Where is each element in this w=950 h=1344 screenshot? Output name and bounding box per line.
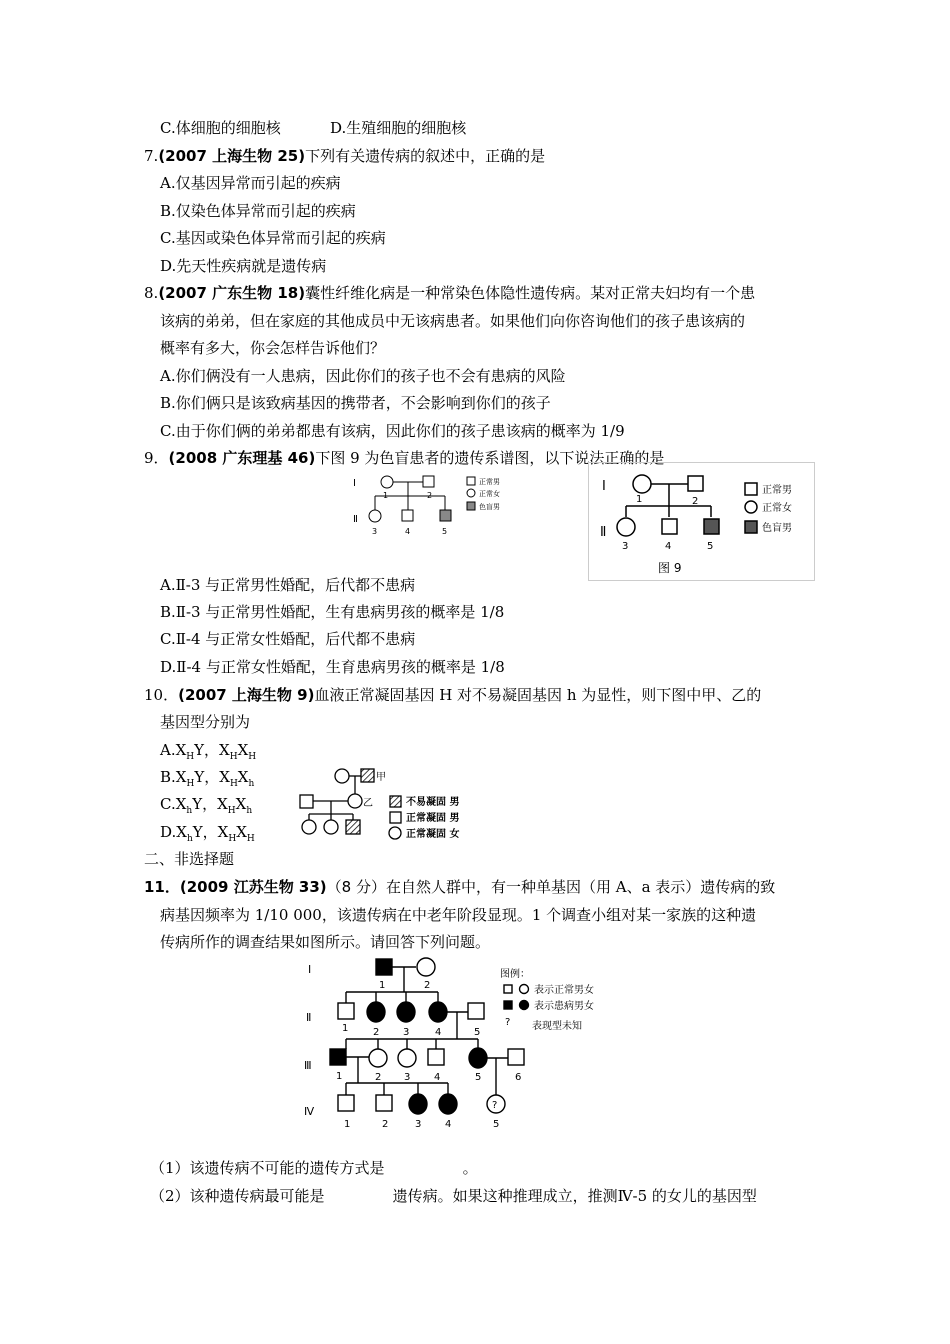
svg-text:5: 5 — [475, 1072, 482, 1083]
q8-stem-3: 概率有多大，你会怎样告诉他们？ — [160, 339, 386, 357]
q11-source: (2009 江苏生物 33) — [179, 878, 327, 896]
q6-option-d: D.生殖细胞的细胞核 — [330, 119, 467, 137]
svg-text:1: 1 — [336, 1071, 343, 1082]
q11-gen4: Ⅳ — [304, 1105, 315, 1118]
q11-gen3: Ⅲ — [304, 1059, 312, 1072]
q7-number: 7. — [144, 147, 159, 165]
q10-leg-2: 正常凝固 男 — [406, 813, 460, 824]
svg-text:6: 6 — [515, 1072, 522, 1083]
q10-number: 10． — [144, 686, 179, 704]
q11-sub2: （2）该种遗传病最可能是 遗传病。如果这种推理成立，推测Ⅳ-5 的女儿的基因型 — [150, 1187, 757, 1205]
q11-number: 11． — [144, 878, 180, 896]
question-7 — [144, 146, 545, 166]
section-non-choice-heading: 二、非选择题 — [144, 850, 235, 868]
q9-option-b: B.Ⅱ-3 与正常男性婚配，生有患病男孩的概率是 1/8 — [160, 603, 505, 621]
svg-text:2: 2 — [382, 1119, 389, 1130]
q10-stem-2: 基因型分别为 — [160, 713, 251, 731]
q9s-n5: 5 — [442, 527, 448, 536]
question-9 — [144, 448, 664, 468]
q7-option-b: B.仅染色体异常而引起的疾病 — [160, 202, 356, 220]
q11-stem-2: 病基因频率为 1/10 000，该遗传病在中老年阶段显现。1 个调查小组对某一家族的这种遗 — [160, 906, 757, 924]
q9s-n2: 2 — [427, 491, 433, 500]
q9s-leg-m: 正常男 — [479, 478, 500, 486]
q10-stem-1: 血液正常凝固基因 H 对不易凝固基因 h 为显性，则下图中甲、乙的 — [314, 686, 762, 704]
q11-leg-2: 表示患病男女 — [534, 1001, 594, 1012]
q11-stem-1: 在自然人群中，有一种单基因（用 A、a 表示）遗传病的致 — [385, 878, 776, 896]
svg-text:5: 5 — [474, 1027, 481, 1038]
q9-caption: 图 9 — [658, 561, 682, 575]
q9-n5: 5 — [707, 541, 714, 552]
svg-text:5: 5 — [493, 1119, 500, 1130]
q9s-n4: 4 — [405, 527, 411, 536]
q9-number: 9． — [144, 449, 169, 467]
q6-option-c: C.体细胞的细胞核 — [160, 119, 281, 137]
q9-pedigree-figure — [588, 462, 816, 582]
q11-legend-title: 图例： — [500, 969, 530, 980]
q9-option-a: A.Ⅱ-3 与正常男性婚配，后代都不患病 — [160, 576, 416, 594]
q10-option-b: $B.X_HY$，$X_HX_h$ — [160, 768, 255, 789]
q8-stem-1: 囊性纤维化病是一种常染色体隐性遗传病。某对正常夫妇均有一个患 — [305, 284, 756, 302]
svg-text:?: ? — [505, 1017, 511, 1028]
q11-score: （8 分） — [326, 878, 386, 896]
q11-pedigree — [300, 955, 645, 1140]
q9-gen1: Ⅰ — [602, 479, 606, 494]
q9-source: (2008 广东理基 46) — [168, 449, 316, 467]
q9-leg-f: 正常女 — [762, 503, 792, 514]
svg-text:3: 3 — [403, 1027, 410, 1038]
q8-stem-2: 该病的弟弟，但在家庭的其他成员中无该病患者。如果他们向你咨询他们的孩子患该病的 — [160, 312, 746, 330]
q9-n3: 3 — [622, 541, 629, 552]
q9s-gen2: Ⅱ — [353, 514, 358, 525]
svg-text:4: 4 — [445, 1119, 452, 1130]
q9-n4: 4 — [665, 541, 672, 552]
q8-number: 8. — [144, 284, 159, 302]
svg-text:4: 4 — [434, 1072, 441, 1083]
q7-stem: 下列有关遗传病的叙述中，正确的是 — [305, 147, 546, 165]
q11-leg-3: 表现型未知 — [532, 1021, 582, 1032]
q9s-leg-cb: 色盲男 — [479, 503, 500, 511]
q11-gen2: Ⅱ — [306, 1011, 312, 1024]
q9s-leg-f: 正常女 — [479, 490, 500, 498]
q9s-n3: 3 — [372, 527, 378, 536]
question-8 — [144, 283, 755, 303]
svg-text:4: 4 — [435, 1027, 442, 1038]
q10-label-jia: 甲 — [376, 772, 386, 783]
q9-n2: 2 — [692, 496, 699, 507]
svg-text:1: 1 — [344, 1119, 351, 1130]
q9-stem: 下图 9 为色盲患者的遗传系谱图，以下说法正确的是 — [315, 449, 665, 467]
svg-text:1: 1 — [379, 980, 386, 991]
svg-text:1: 1 — [342, 1023, 349, 1034]
q9-leg-cb: 色盲男 — [762, 523, 792, 534]
q10-option-c: $C.X_hY$，$X_HX_h$ — [160, 795, 253, 816]
q9s-n1: 1 — [383, 491, 389, 500]
q7-source: (2007 上海生物 25) — [158, 147, 306, 165]
q11-stem-3: 传病所作的调查结果如图所示。请回答下列问题。 — [160, 933, 491, 951]
question-10 — [144, 685, 761, 705]
q8-source: (2007 广东生物 18) — [158, 284, 306, 302]
svg-text:2: 2 — [424, 980, 431, 991]
svg-text:3: 3 — [404, 1072, 411, 1083]
q9s-gen1: Ⅰ — [353, 478, 356, 489]
svg-text:2: 2 — [375, 1072, 382, 1083]
svg-text:3: 3 — [415, 1119, 422, 1130]
q7-option-a: A.仅基因异常而引起的疾病 — [160, 174, 341, 192]
q10-leg-1: 不易凝固 男 — [406, 797, 460, 808]
q11-sub1: （1）该遗传病不可能的遗传方式是 。 — [150, 1159, 478, 1177]
q10-label-yi: 乙 — [363, 798, 373, 809]
q10-option-d: $D.X_hY$，$X_HX_H$ — [160, 823, 255, 844]
q11-unknown-mark: ? — [492, 1100, 498, 1111]
q9-gen2: Ⅱ — [600, 525, 607, 540]
q7-option-d: D.先天性疾病就是遗传病 — [160, 257, 327, 275]
q11-leg-1: 表示正常男女 — [534, 985, 594, 996]
q9-option-d: D.Ⅱ-4 与正常女性婚配，生育患病男孩的概率是 1/8 — [160, 658, 505, 676]
q10-leg-3: 正常凝固 女 — [406, 829, 460, 840]
q9-leg-m: 正常男 — [762, 485, 792, 496]
q8-option-c: C.由于你们俩的弟弟都患有该病，因此你们的孩子患该病的概率为 1/9 — [160, 422, 625, 440]
q10-option-a: $A.X_HY$，$X_HX_H$ — [160, 741, 257, 762]
svg-text:2: 2 — [373, 1027, 380, 1038]
q10-pedigree — [295, 764, 480, 844]
q7-option-c: C.基因或染色体异常而引起的疾病 — [160, 229, 386, 247]
q8-option-a: A.你们俩没有一人患病，因此你们的孩子也不会有患病的风险 — [160, 367, 566, 385]
q9-n1: 1 — [636, 494, 643, 505]
question-11 — [144, 877, 775, 897]
q8-option-b: B.你们俩只是该致病基因的携带者，不会影响到你们的孩子 — [160, 394, 551, 412]
q9-pedigree-small — [345, 470, 525, 540]
q10-source: (2007 上海生物 9) — [178, 686, 315, 704]
q9-option-c: C.Ⅱ-4 与正常女性婚配，后代都不患病 — [160, 630, 416, 648]
q11-gen1: Ⅰ — [308, 963, 312, 976]
